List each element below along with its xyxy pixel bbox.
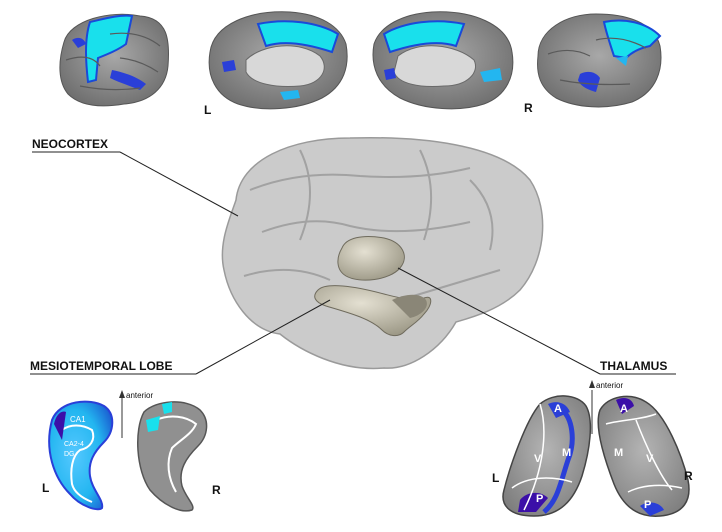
hippo-dg-label: DG: [64, 451, 75, 458]
neocortex-label: NEOCORTEX: [32, 137, 109, 151]
hippo-ca24-label: CA2-4: [64, 441, 84, 448]
thal-left-nucleus-p: P: [536, 493, 544, 505]
thalamus-label: THALAMUS: [600, 359, 668, 373]
top-left-hemisphere-label: L: [204, 103, 212, 117]
cortex-right-medial: [373, 12, 513, 109]
hippo-anterior-arrow: [119, 390, 125, 398]
hippo-left-marker: L: [42, 481, 50, 495]
thal-left-nucleus-v: V: [534, 453, 542, 465]
cortex-left-medial: [209, 12, 347, 109]
thal-left-marker: L: [492, 471, 500, 485]
thalamus-left: [503, 396, 590, 516]
thal-right-nucleus-m: M: [614, 447, 624, 459]
top-right-hemisphere-label: R: [524, 101, 533, 115]
hippo-ca1-label: CA1: [70, 415, 86, 424]
hippocampus-right: [138, 402, 207, 511]
thal-anterior-arrow: [589, 380, 595, 388]
thal-right-nucleus-p: P: [644, 499, 652, 511]
thal-right-nucleus-v: V: [646, 453, 654, 465]
thal-left-nucleus-m: M: [562, 447, 572, 459]
thal-right-nucleus-a: A: [620, 403, 628, 415]
hippo-right-marker: R: [212, 483, 221, 497]
mesiotemporal-label: MESIOTEMPORAL LOBE: [30, 359, 173, 373]
thal-right-marker: R: [684, 469, 693, 483]
cortex-right-lateral: [538, 14, 661, 107]
cortex-left-lateral: [60, 14, 169, 106]
thal-left-nucleus-a: A: [554, 403, 562, 415]
neocortex-leader: [120, 152, 238, 216]
thal-anterior-label: anterior: [596, 381, 624, 390]
hippo-anterior-label: anterior: [126, 391, 154, 400]
